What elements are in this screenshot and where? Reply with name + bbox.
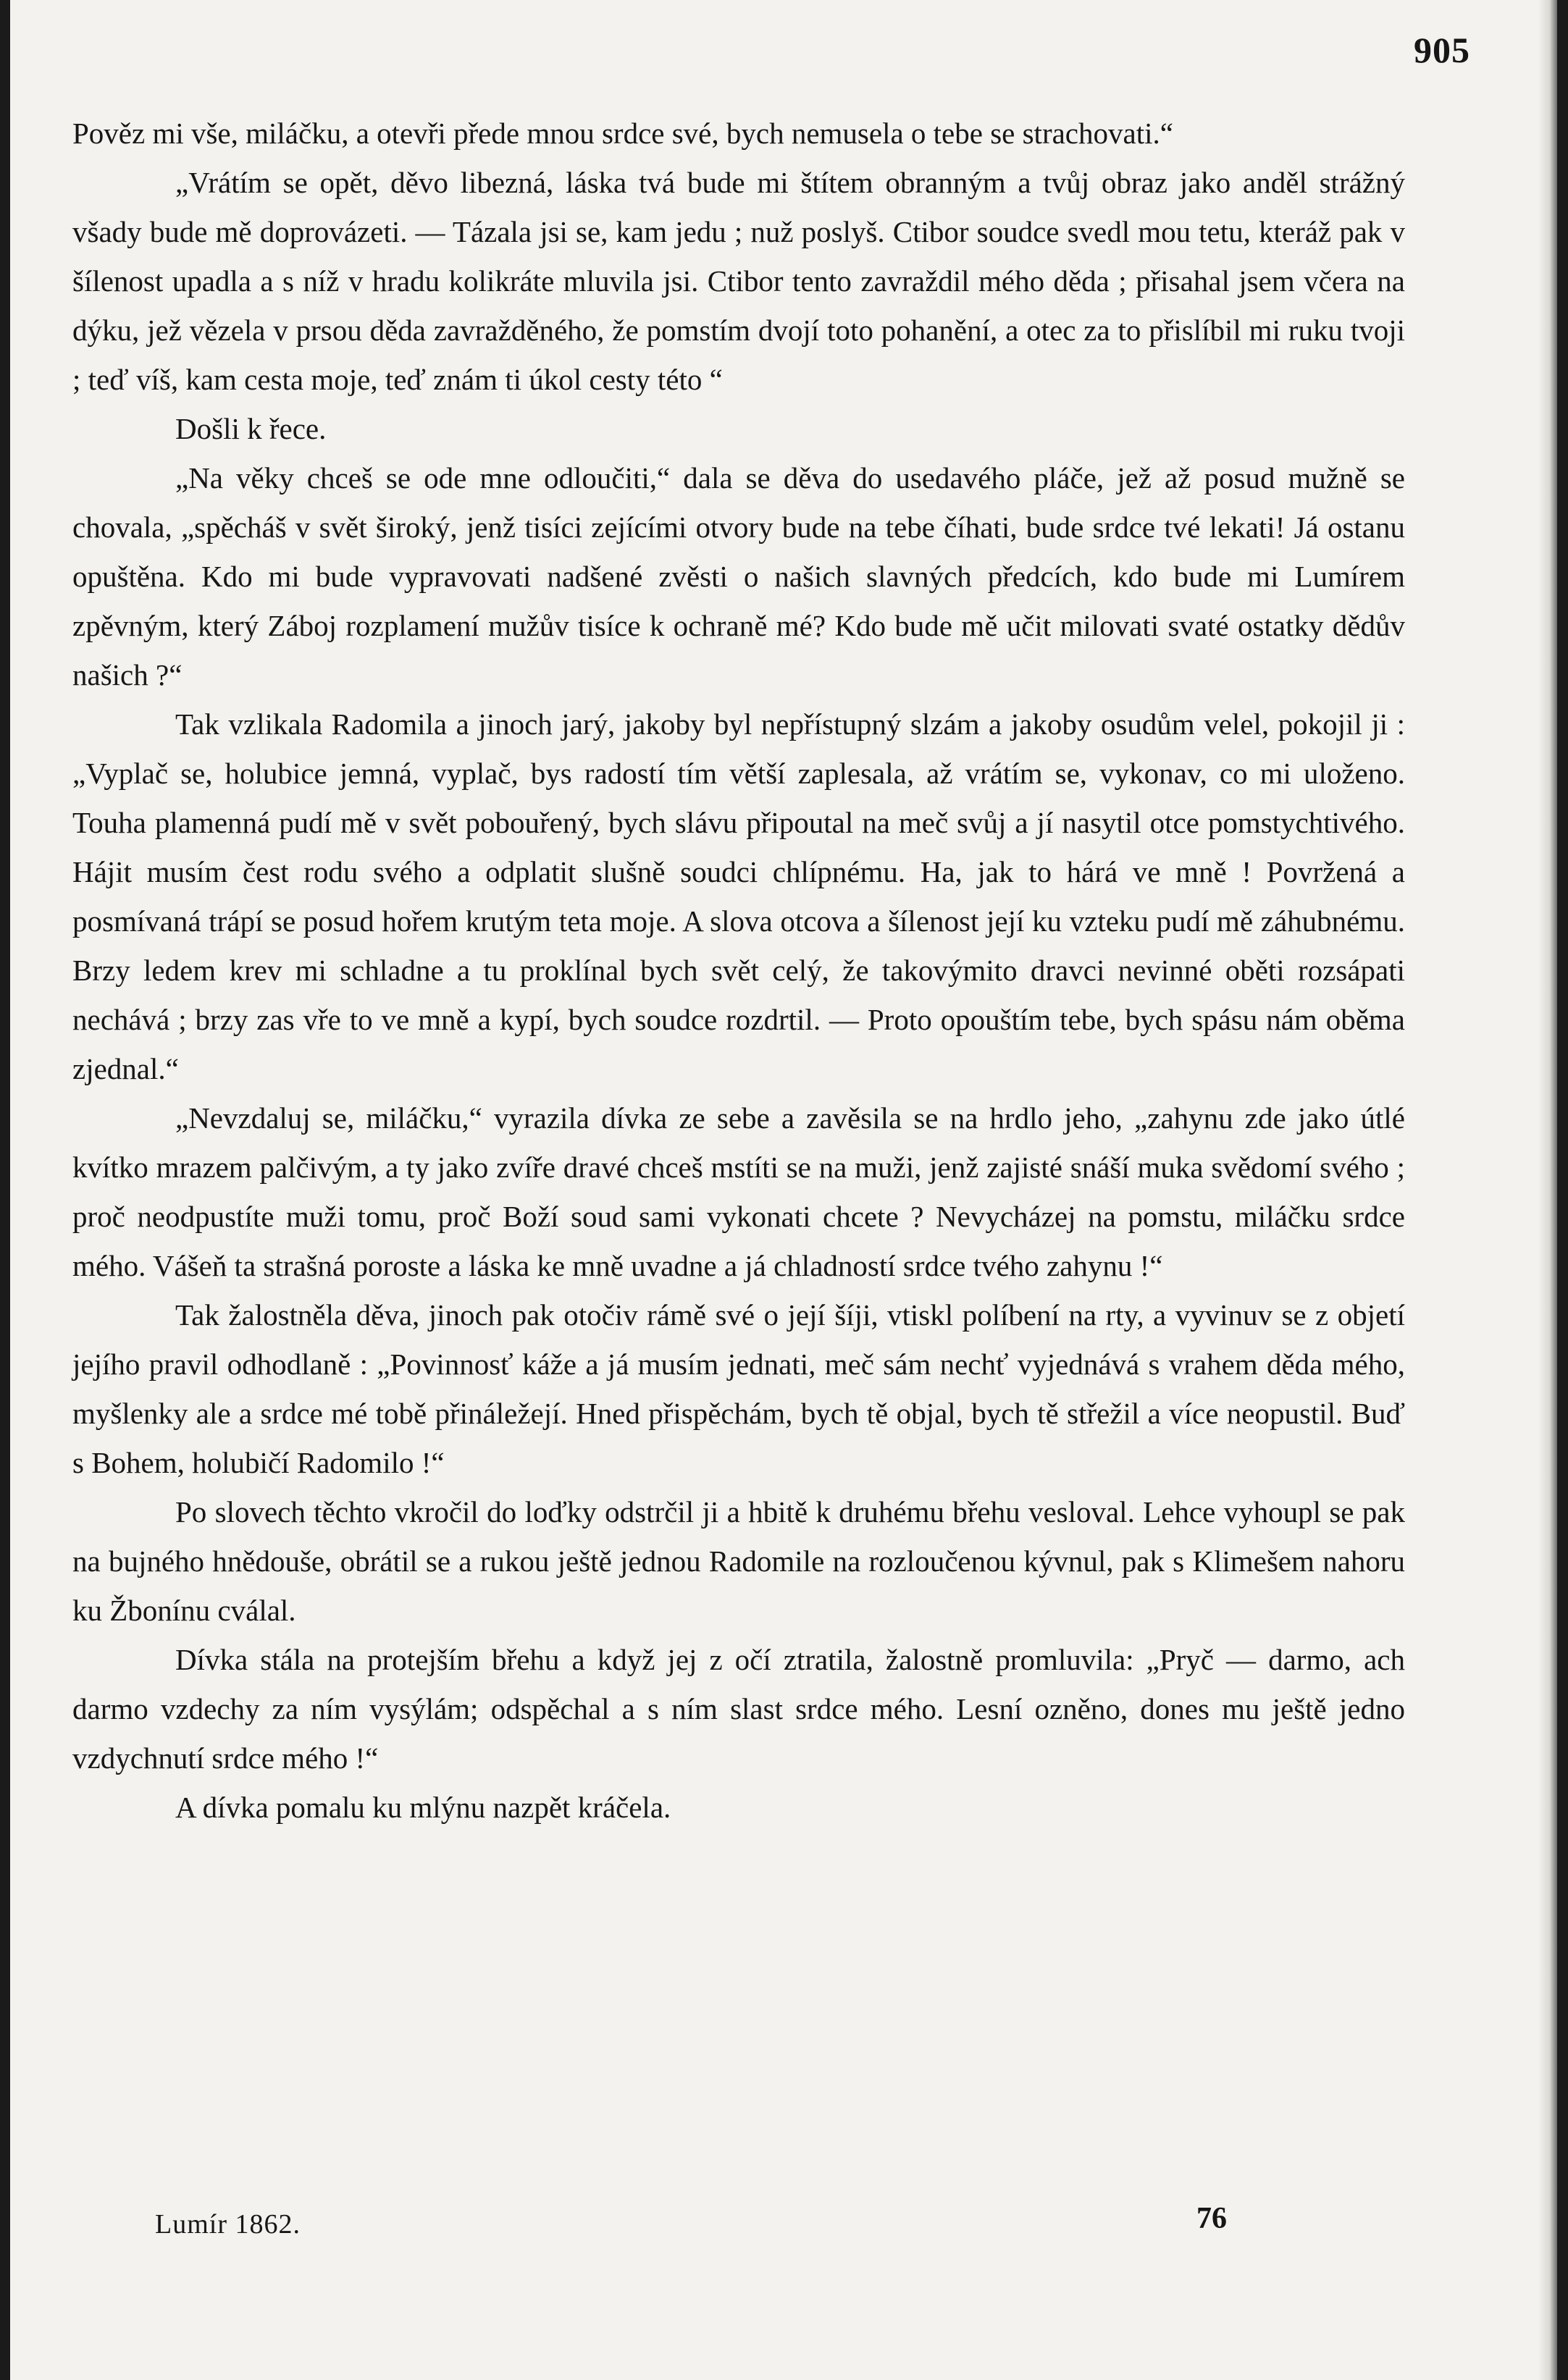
paragraph-4: „Na věky chceš se ode mne odloučiti,“ dala se děva do usedavého pláče, jež až posud mužně se chovala, „spěcháš v svět široký, jenž tisíci zejícími otvory bude na tebe číhati, bude srdce tvé lekati! Já ostanu opuštěna. Kdo mi bude vypravovati nadšené zvěsti o našich slavných předcích, kdo bude mi Lumírem zpěvným, který Záboj rozplamení mužův tisíce k ochraně mé? Kdo bude mě učit milovati svaté ostatky dědův našich ?“ [72,461,1405,691]
paragraph-6: „Nevzdaluj se, miláčku,“ vyrazila dívka ze sebe a zavěsila se na hrdlo jeho, „zahynu zde jako útlé kvítko mrazem palčivým, a ty jako zvíře dravé chceš mstíti se na muži, jenž zajisté snáší muka svědomí svého ; proč neodpustíte muži tomu, proč Boží soud sami vykonati chcete ? Nevycházej na pomstu, miláčku srdce mého. Vášeň ta strašná poroste a láska ke mně uvadne a já chladností srdce tvého zahynu !“ [72,1101,1405,1282]
paragraph-10: A dívka pomalu ku mlýnu nazpět kráčela. [175,1791,671,1824]
paragraph-1: Pověz mi vše, miláčku, a otevři přede mnou srdce své, bych nemusela o tebe se strachovati.“ [72,117,1173,150]
footer-signature-number: 76 [1196,2202,1227,2235]
page-edge-shadow [1538,0,1557,2380]
paragraph-8: Po slovech těchto vkročil do loďky odstrčil ji a hbitě k druhému břehu vesloval. Lehce vyhoupl se pak na bujného hnědouše, obrátil se a rukou ještě jednou Radomile na rozloučenou kývnul, pak s Klimešem nahoru ku Žbonínu cválal. [72,1495,1405,1627]
paragraph-3: Došli k řece. [175,412,327,445]
paragraph-5: Tak vzlikala Radomila a jinoch jarý, jakoby byl nepřístupný slzám a jakoby osudům velel, pokojil ji : „Vyplač se, holubice jemná, vyplač, bys radostí tím větší zaplesala, až vrátím se, vykonav, co mi uloženo. Touha plamenná pudí mě v svět pobouřený, bych slávu připoutal na meč svůj a jí nasytil otce pomstychtivého. Hájit musím čest rodu svého a odplatit slušně soudci chlípnému. Ha, jak to hárá ve mně ! Povržená a posmívaná trápí se posud hořem krutým teta moje. A slova otcova a šílenost její ku vzteku pudí mě záhubnému. Brzy ledem krev mi schladne a tu proklínal bych svět celý, že takovýmito dravci nevinné oběti rozsápati nechává ; brzy zas vře to ve mně a kypí, bych soudce rozdrtil. — Proto opouštím tebe, bych spásu nám oběma zjednal.“ [72,707,1405,1085]
paragraph-7: Tak žalostněla děva, jinoch pak otočiv rámě své o její šíji, vtiskl políbení na rty, a vyvinuv se z objetí jejího pravil odhodlaně : „Povinnosť káže a já musím jednati, meč sám nechť vyjednává s vrahem děda mého, myšlenky ale a srdce mé tobě přináležejí. Hned přispěchám, bych tě objal, bych tě střežil a více neopustil. Buď s Bohem, holubičí Radomilo !“ [72,1298,1405,1479]
footer-publication: Lumír 1862. [155,2209,301,2240]
book-page [10,0,1557,2380]
paragraph-2: „Vrátím se opět, děvo libezná, láska tvá bude mi štítem obranným a tvůj obraz jako anděl strážný všady bude mě doprovázeti. — Tázala jsi se, kam jedu ; nuž poslyš. Ctibor soudce svedl mou tetu, kteráž pak v šílenost upadla a s níž v hradu kolikráte mluvila jsi. Ctibor tento zavraždil mého děda ; přisahal jsem včera na dýku, jež vězela v prsou děda zavražděného, že pomstím dvojí toto pohanění, a otec za to přislíbil mi ruku tvoji ; teď víš, kam cesta moje, teď znám ti úkol cesty této “ [72,166,1405,396]
body-text [72,109,1405,1832]
paragraph-9: Dívka stála na protejším břehu a když jej z očí ztratila, žalostně promluvila: „Pryč — darmo, ach darmo vzdechy za ním vysýlám; odspěchal a s ním slast srdce mého. Lesní ozněno, dones mu ještě jedno vzdychnutí srdce mého !“ [72,1643,1405,1775]
page-number: 905 [1414,30,1470,70]
